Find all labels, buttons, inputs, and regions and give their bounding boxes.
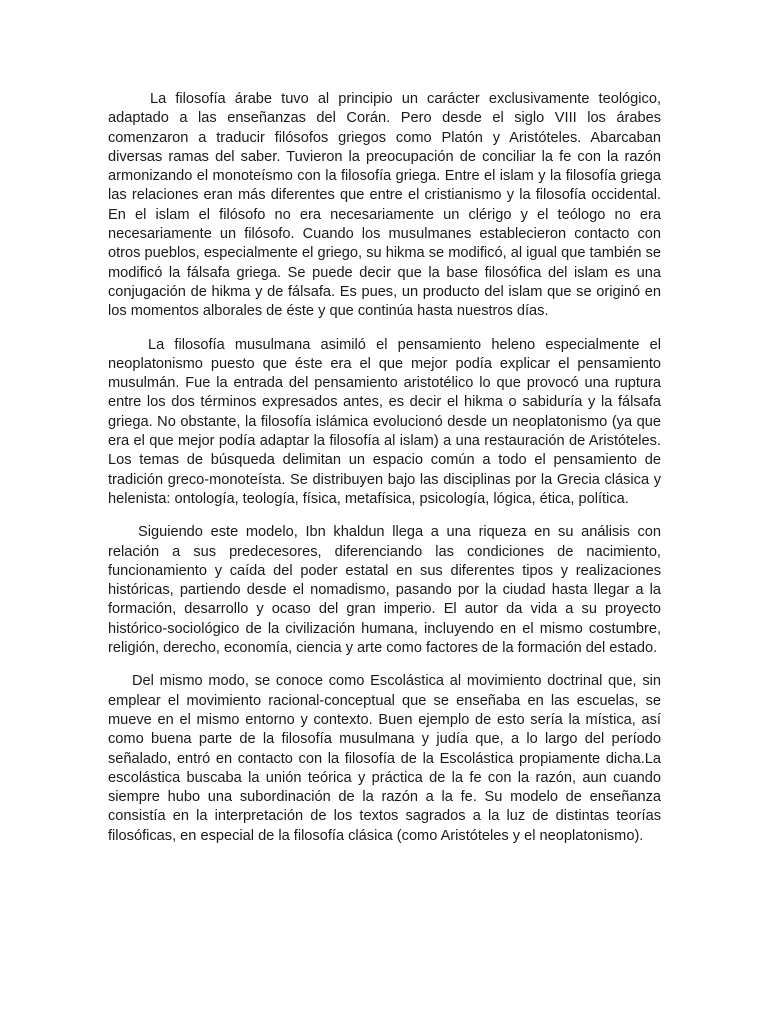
paragraph-3: Siguiendo este modelo, Ibn khaldun llega a una riqueza en su análisis con relación a sus predecesores, diferenciando las condiciones de nacimiento, funcionamiento y caída del poder estatal en sus diferentes tipos y realizaciones históricas, partiendo desde el nomadismo, pasando por la ciudad hasta llegar a la formación, desarrollo y ocaso del gran imperio. El autor da vida a su proyecto histórico-sociológico de la civilización humana, incluyendo en el mismo costumbre, religión, derecho, economía, ciencia y arte como factores de la formación del estado. — [108, 524, 661, 657]
document-body — [108, 90, 661, 860]
paragraph-2: La filosofía musulmana asimiló el pensamiento heleno especialmente el neoplatonismo puesto que éste era el que mejor podía explicar el pensamiento musulmán. Fue la entrada del pensamiento aristotélico lo que provocó una ruptura entre los dos términos expresados antes, es decir el hikma o sabiduría y la fálsafa griega. No obstante, la filosofía islámica evolucionó desde un neoplatonismo (ya que era el que mejor podía adaptar la filosofía al islam) a una restauración de Aristóteles. Los temas de búsqueda delimitan un espacio común a todo el pensamiento de tradición greco-monoteísta. Se distribuyen bajo las disciplinas por la Grecia clásica y helenista: ontología, teología, física, metafísica, psicología, lógica, ética, política. — [108, 336, 661, 507]
paragraph-1: La filosofía árabe tuvo al principio un carácter exclusivamente teológico, adaptado a las enseñanzas del Corán. Pero desde el siglo VIII los árabes comenzaron a traducir filósofos griegos como Platón y Aristóteles. Abarcaban diversas ramas del saber. Tuvieron la preocupación de conciliar la fe con la razón armonizando el monoteísmo con la filosofía griega. Entre el islam y la filosofía griega las relaciones eran más diferentes que entre el cristianismo y la filosofía occidental. En el islam el filósofo no era necesariamente un clérigo y el teólogo no era necesariamente un filósofo. Cuando los musulmanes establecieron contacto con otros pueblos, especialmente el griego, su hikma se modificó, al igual que también se modificó la fálsafa griega. Se puede decir que la base filosófica del islam es una conjugación de hikma y de fálsafa. Es pues, un producto del islam que se originó en los momentos alborales de éste y que continúa hasta nuestros días. — [108, 91, 661, 320]
paragraph-4: Del mismo modo, se conoce como Escolástica al movimiento doctrinal que, sin emplear el movimiento racional-conceptual que se enseñaba en las escuelas, se mueve en el mismo entorno y contexto. Buen ejemplo de esto sería la mística, así como buena parte de la filosofía musulmana y judía que, a lo largo del período señalado, entró en contacto con la filosofía de la Escolástica propiamente dicha.La escolástica buscaba la unión teórica y práctica de la fe con la razón, aun cuando siempre hubo una subordinación de la razón a la fe. Su modelo de enseñanza consistía en la interpretación de los textos sagrados a la luz de distintas teorías filosóficas, en especial de la filosofía clásica (como Aristóteles y el neoplatonismo). — [108, 673, 661, 844]
